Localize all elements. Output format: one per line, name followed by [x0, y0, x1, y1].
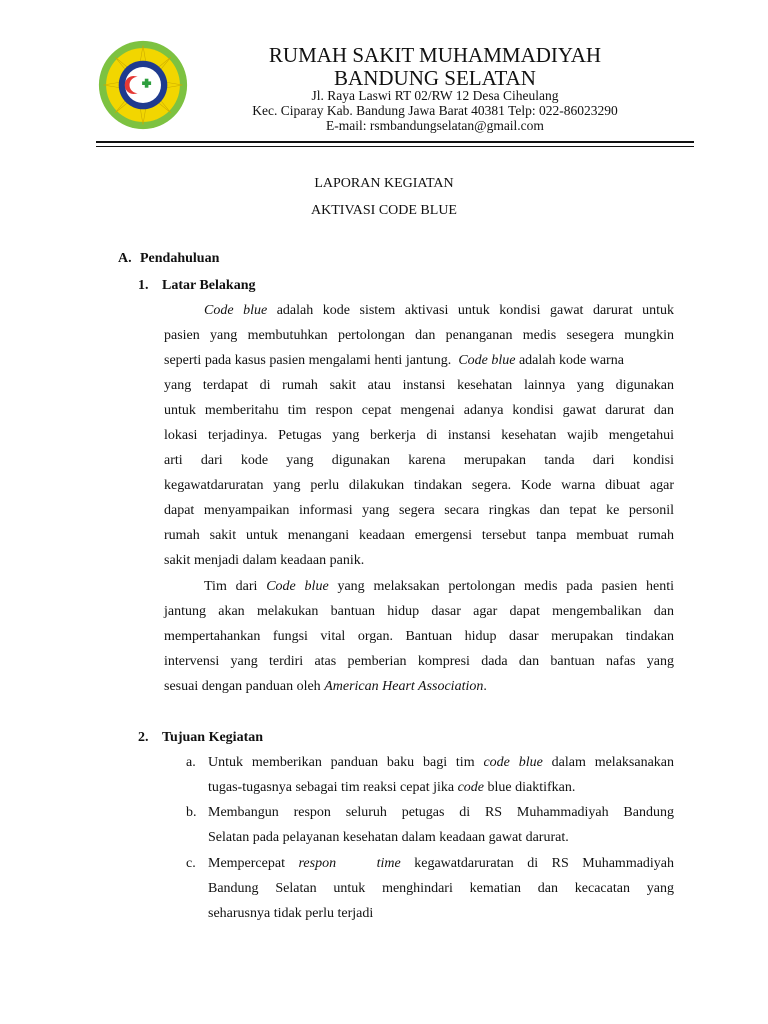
report-title-line1: LAPORAN KEGIATAN: [314, 176, 454, 191]
section-a-heading: Pendahuluan: [140, 251, 220, 266]
address-line1: Jl. Raya Laswi RT 02/RW 12 Desa Ciheulang: [311, 88, 559, 103]
hospital-name: [200, 44, 670, 90]
sub2-marker: 2.: [138, 730, 149, 745]
hospital-name-line2: BANDUNG SELATAN: [334, 66, 536, 90]
section-a-marker: A.: [118, 251, 132, 266]
hospital-name-line1: RUMAH SAKIT MUHAMMADIYAH: [268, 43, 602, 67]
letterhead-divider-thick: [96, 141, 694, 143]
letterhead-divider-thin: [96, 146, 694, 147]
hospital-logo: [98, 40, 188, 130]
address-line2: Kec. Ciparay Kab. Bandung Jawa Barat 40381 Telp: 022-86023290: [252, 103, 618, 118]
sub1-marker: 1.: [138, 278, 149, 293]
report-title-line2: AKTIVASI CODE BLUE: [311, 203, 457, 218]
sub1-heading: Latar Belakang: [162, 278, 256, 293]
hospital-address: [200, 88, 670, 133]
sub2-heading: Tujuan Kegiatan: [162, 730, 264, 745]
email-line: E-mail: rsmbandungselatan@gmail.com: [326, 118, 544, 133]
